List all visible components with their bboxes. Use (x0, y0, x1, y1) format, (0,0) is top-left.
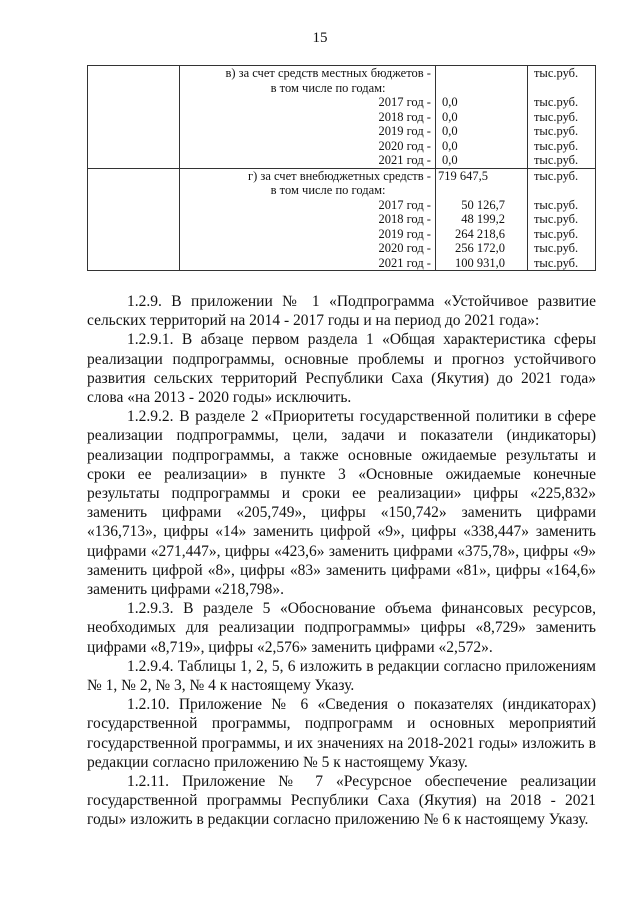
extra-budget-label: г) за счет внебюджетных средств - (247, 168, 431, 183)
local-year-unit: тыс.руб. (533, 153, 579, 167)
extra-year-unit: тыс.руб. (533, 197, 579, 212)
table-cell-units (527, 66, 595, 169)
paragraph-1-2-11: 1.2.11. Приложение № 7 «Ресурсное обеспечение реализации государственной программы Республики Саха (Якутия) на 2018 - 2021 годы» изложить в редакции согласно приложению № 6 к настоящему Указу. (87, 773, 596, 829)
extra-year-unit: тыс.руб. (533, 212, 579, 226)
table-cell-units (527, 168, 595, 271)
extra-year-value: 100 931,0 (454, 255, 505, 270)
extra-budget-unit: тыс.руб. (533, 168, 579, 183)
local-year-unit: тыс.руб. (533, 138, 579, 153)
table-row-extra-budgetary (88, 168, 596, 271)
spacer (438, 183, 527, 198)
paragraph-1-2-9-2: 1.2.9.2. В разделе 2 «Приоритеты государственной политики в сфере реализации подпрограммы, цели, задачи и показатели (индикаторы) реализации подпрограммы, а также основные ожидаемые результаты и сроки ее реализации» в пункте 3 «Основные ожидаемые конечные результаты подпрограммы и сроки ее реализации» цифры «225,832» заменить цифрами «205,749», цифры «150,742» заменить цифрами «136,713», цифры «14» заменить цифрой «9», цифры «338,447» заменить цифрами «271,447», цифры «423,6» заменить цифрами «375,78», цифры «9» заменить цифрой «8», цифры «83» заменить цифрами «81», цифры «164,6» заменить цифрами «218,798». (87, 408, 596, 599)
paragraph-1-2-9-1: 1.2.9.1. В абзаце первом раздела 1 «Общая характеристика сферы реализации подпрограммы, основные проблемы и прогноз устойчивого развития сельских территорий Республики Саха (Якутия) до 2021 года» слова «на 2013 - 2020 годы» исключить. (87, 331, 596, 407)
local-year-value: 0,0 (441, 138, 458, 153)
local-year-label: 2021 год - (378, 153, 431, 167)
paragraph-1-2-9-3: 1.2.9.3. В разделе 5 «Обоснование объема финансовых ресурсов, необходимых для реализации подпрограммы» цифры «8,729» заменить цифрами «8,719», цифры «2,576» заменить цифрами «2,572». (87, 600, 596, 656)
extra-year-label: 2018 год - (378, 212, 431, 226)
table-cell-values (435, 66, 527, 169)
local-year-value: 0,0 (441, 95, 458, 109)
table-cell-empty (88, 168, 180, 271)
local-year-unit: тыс.руб. (533, 109, 579, 124)
extra-year-value: 256 172,0 (454, 241, 505, 255)
table-cell-values (435, 168, 527, 271)
table-cell-labels (179, 66, 435, 169)
page-number: 15 (312, 30, 328, 46)
extra-year-unit: тыс.руб. (533, 255, 579, 270)
extra-year-label: 2017 год - (378, 197, 431, 212)
local-year-label: 2019 год - (378, 124, 431, 138)
budget-table (87, 65, 596, 271)
spacer (438, 81, 527, 96)
extra-year-unit: тыс.руб. (533, 241, 579, 255)
extra-year-label: 2019 год - (378, 226, 431, 241)
local-budget-unit: тыс.руб. (533, 66, 579, 80)
extra-budget-sublabel: в том числе по годам: (270, 183, 386, 197)
extra-year-label: 2020 год - (378, 241, 431, 255)
local-year-value: 0,0 (441, 153, 458, 167)
local-year-label: 2018 год - (378, 109, 431, 124)
local-year-label: 2017 год - (378, 95, 431, 109)
local-budget-label: в) за счет средств местных бюджетов - (225, 66, 431, 80)
extra-year-label: 2021 год - (378, 255, 431, 270)
paragraph-1-2-9-4: 1.2.9.4. Таблицы 1, 2, 5, 6 изложить в редакции согласно приложениям № 1, № 2, № 3, № 4 к настоящему Указу. (87, 657, 596, 695)
spacer (528, 183, 595, 198)
local-year-unit: тыс.руб. (533, 95, 579, 109)
document-body (87, 292, 596, 830)
spacer (528, 81, 595, 96)
local-year-label: 2020 год - (378, 138, 431, 153)
extra-budget-value: 719 647,5 (437, 168, 488, 183)
table-cell-labels (179, 168, 435, 271)
table-row-local-budgets (88, 66, 596, 169)
extra-year-value: 264 218,6 (454, 226, 505, 241)
local-year-value: 0,0 (441, 124, 458, 138)
local-year-value: 0,0 (441, 109, 458, 124)
extra-year-value: 50 126,7 (461, 197, 505, 212)
local-year-unit: тыс.руб. (533, 124, 579, 138)
local-budget-sublabel: в том числе по годам: (270, 80, 386, 95)
paragraph-1-2-10: 1.2.10. Приложение № 6 «Сведения о показателях (индикаторах) государственной программы, подпрограмм и основных мероприятий государственной программы, и их значениях на 2018-2021 годы» изложить в редакции согласно приложению № 5 к настоящему Указу. (87, 696, 596, 771)
table-cell-empty (88, 66, 180, 169)
extra-year-unit: тыс.руб. (533, 226, 579, 241)
extra-year-value: 48 199,2 (461, 212, 505, 226)
paragraph-1-2-9: 1.2.9. В приложении № 1 «Подпрограмма «Устойчивое развитие сельских территорий на 2014 - 2017 годы и на период до 2021 года»: (87, 293, 596, 330)
local-budget-value (438, 66, 527, 81)
